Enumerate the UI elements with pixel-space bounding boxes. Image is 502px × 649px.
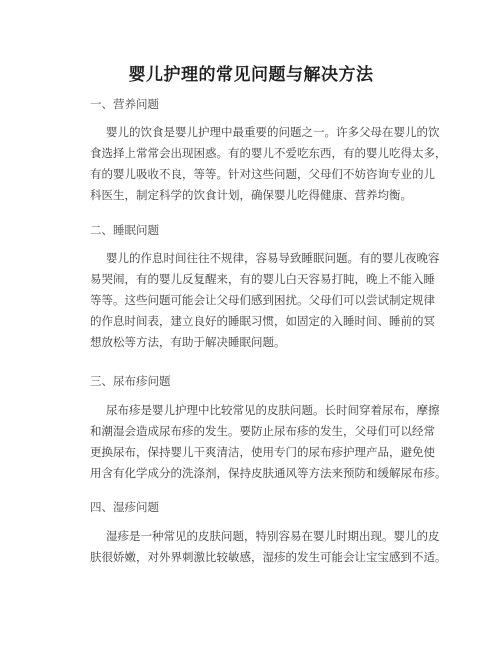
paragraph-line: 肤很娇嫩，对外界刺激比较敏感，湿疹的发生可能会让宝宝感到不适。 <box>90 550 447 564</box>
section-heading-diaper-rash: 三、尿布疹问题 <box>90 374 171 388</box>
paragraph-line: 科医生，制定科学的饮食计划，确保婴儿吃得健康、营养均衡。 <box>90 188 412 202</box>
paragraph-line: 婴儿的作息时间往往不规律，容易导致睡眠问题。有的婴儿夜晚容 <box>106 251 440 265</box>
paragraph-line: 想放松等方法，有助于解决睡眠问题。 <box>90 335 286 349</box>
section-heading-sleep: 二、睡眠问题 <box>90 223 159 237</box>
paragraph-line: 的作息时间表，建立良好的睡眠习惯，如固定的入睡时间、睡前的冥 <box>90 314 435 328</box>
paragraph-line: 易哭闹，有的婴儿反复醒来，有的婴儿白天容易打盹，晚上不能入睡 <box>90 272 435 286</box>
paragraph-line: 尿布疹是婴儿护理中比较常见的皮肤问题。长时间穿着尿布，摩擦 <box>106 403 440 417</box>
paragraph-line: 有的婴儿吸收不良，等等。针对这些问题，父母们不妨咨询专业的儿 <box>90 167 435 181</box>
document-title: 婴儿护理的常见问题与解决方法 <box>128 65 374 85</box>
paragraph-line: 更换尿布，保持婴儿干爽清洁，使用专门的尿布疹护理产品，避免使 <box>90 445 435 459</box>
section-heading-eczema: 四、湿疹问题 <box>90 500 159 514</box>
paragraph-line: 婴儿的饮食是婴儿护理中最重要的问题之一。许多父母在婴儿的饮 <box>106 125 440 139</box>
paragraph-line: 用含有化学成分的洗涤剂，保持皮肤通风等方法来预防和缓解尿布疹。 <box>90 466 447 480</box>
paragraph-line: 等等。这些问题可能会让父母们感到困扰。父母们可以尝试制定规律 <box>90 293 435 307</box>
paragraph-line: 湿疹是一种常见的皮肤问题，特别容易在婴儿时期出现。婴儿的皮 <box>106 529 440 543</box>
paragraph-line: 和潮湿会造成尿布疹的发生。要防止尿布疹的发生，父母们可以经常 <box>90 424 435 438</box>
paragraph-line: 食选择上常常会出现困惑。有的婴儿不爱吃东西，有的婴儿吃得太多， <box>90 146 447 160</box>
section-heading-nutrition: 一、营养问题 <box>90 97 159 111</box>
